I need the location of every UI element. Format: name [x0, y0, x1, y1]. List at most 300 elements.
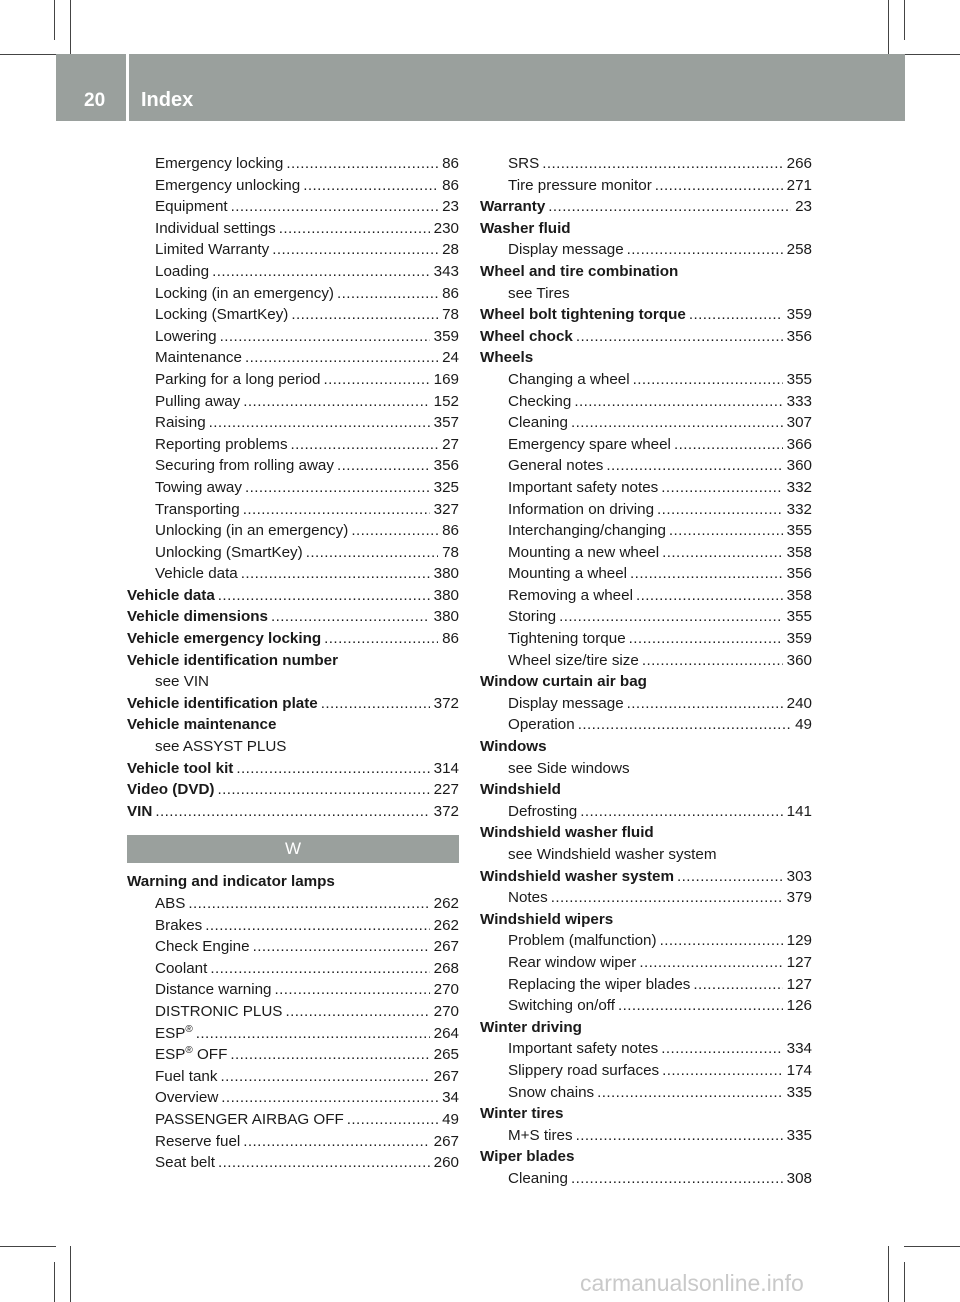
index-entry-page: 78: [442, 306, 459, 324]
index-entry: [480, 887, 812, 909]
dot-leader: [597, 1082, 783, 1104]
index-entry-page: 355: [786, 608, 812, 626]
index-entry-page: 49: [795, 716, 812, 734]
index-entry-label: see Side windows: [508, 759, 630, 777]
index-entry-label: Mounting a wheel: [508, 565, 628, 583]
index-entry: [127, 1109, 459, 1131]
index-entry-label: Vehicle dimensions: [127, 608, 268, 626]
index-entry-label: Warranty: [480, 198, 546, 216]
index-entry-label: Check Engine: [155, 938, 250, 956]
index-entry-page: 49: [442, 1110, 459, 1128]
index-entry-page: 355: [786, 370, 812, 388]
index-entry-page: 268: [433, 959, 459, 977]
index-entry-label: ABS: [155, 895, 186, 912]
index-entry-page: 271: [786, 176, 812, 194]
index-entry: [127, 958, 459, 980]
index-entry-page: 28: [442, 241, 459, 259]
index-entry-label: Equipment: [155, 198, 228, 216]
index-entry-label: Lowering: [155, 327, 217, 345]
dot-leader: [660, 930, 783, 952]
dot-leader: [337, 283, 438, 305]
index-entry-label: Winter tires: [480, 1105, 564, 1123]
index-entry: [480, 153, 812, 175]
index-entry-label-text: ESP: [155, 1024, 186, 1042]
index-entry-page: 356: [786, 327, 812, 345]
index-entry-label: Wheel chock: [480, 327, 573, 345]
index-entry-label: Washer fluid: [480, 219, 571, 237]
index-entry: [127, 175, 459, 197]
index-entry-page: 86: [442, 630, 459, 648]
dot-leader: [286, 153, 438, 175]
index-entry-label: Information on driving: [508, 500, 655, 518]
index-entry-label: VIN: [127, 802, 153, 820]
index-entry-page: 325: [433, 478, 459, 496]
index-entry-page: 227: [433, 781, 459, 799]
index-entry-label: Replacing the wiper blades: [508, 975, 691, 993]
index-entry-label: Tightening torque: [508, 630, 626, 648]
dot-leader: [662, 1060, 783, 1082]
index-entry-label: Wheels: [480, 349, 534, 367]
dot-leader: [351, 520, 438, 542]
index-entry-label: Warning and indicator lamps: [127, 873, 335, 891]
index-entry-label: Important safety notes: [508, 478, 659, 496]
index-entry-page: 267: [433, 938, 459, 956]
dot-leader: [606, 455, 782, 477]
dot-leader: [243, 1131, 429, 1153]
index-entry-label: Vehicle data: [155, 565, 238, 583]
index-list-w: [127, 871, 459, 1173]
index-entry: [127, 779, 459, 801]
index-entry-label: Vehicle emergency locking: [127, 630, 322, 648]
index-entry-label: Brakes: [155, 916, 203, 934]
index-entry-label: Wiper blades: [480, 1148, 575, 1166]
crop-mark: [904, 54, 960, 55]
index-entry-label: Vehicle identification plate: [127, 694, 318, 712]
index-entry: [127, 1023, 459, 1045]
page-number: 20: [84, 90, 106, 111]
index-entry-label: Transporting: [155, 500, 240, 518]
index-entry-page: 360: [786, 651, 812, 669]
index-entry-page: 86: [442, 522, 459, 540]
dot-leader: [291, 434, 439, 456]
dot-leader: [243, 499, 430, 521]
index-entry-label: Limited Warranty: [155, 241, 270, 259]
index-entry: [480, 1060, 812, 1082]
index-entry: [127, 915, 459, 937]
dot-leader: [669, 520, 783, 542]
dot-leader: [674, 434, 783, 456]
index-entry-page: 343: [433, 262, 459, 280]
index-entry-label: Display message: [508, 694, 624, 712]
index-entry: [480, 693, 812, 715]
index-entry: [127, 261, 459, 283]
index-entry-label: Emergency spare wheel: [508, 435, 671, 453]
index-entry: [127, 1131, 459, 1153]
index-entry: [480, 477, 812, 499]
index-entry-page: 23: [795, 198, 812, 216]
dot-leader: [657, 499, 783, 521]
index-entry-label: Reserve fuel: [155, 1132, 241, 1150]
index-entry-label: Seat belt: [155, 1154, 215, 1172]
index-entry-page: 357: [433, 414, 459, 432]
dot-leader: [253, 936, 430, 958]
index-entry: [480, 369, 812, 391]
index-entry-page: 372: [433, 802, 459, 820]
index-entry: [127, 153, 459, 175]
dot-leader: [324, 628, 438, 650]
index-entry-label: Windshield wipers: [480, 910, 614, 928]
dot-leader: [323, 369, 429, 391]
index-entry: [127, 412, 459, 434]
index-entry: [127, 736, 459, 758]
index-entry-page: 265: [433, 1046, 459, 1064]
index-entry-page: 332: [786, 500, 812, 518]
index-entry-page: 126: [786, 997, 812, 1015]
index-entry-label: Notes: [508, 889, 548, 907]
crop-mark: [54, 0, 55, 40]
index-entry-page: 129: [786, 932, 812, 950]
index-entry-page: 141: [786, 802, 812, 820]
index-entry-label: Wheel and tire combination: [480, 262, 679, 280]
dot-leader: [347, 1109, 438, 1131]
index-entry-label: Rear window wiper: [508, 953, 637, 971]
index-entry: [480, 779, 812, 801]
dot-leader: [693, 974, 782, 996]
index-entry: [480, 736, 812, 758]
dot-leader: [618, 995, 783, 1017]
index-entry-page: 308: [786, 1169, 812, 1187]
index-entry: [480, 866, 812, 888]
index-entry-label-suffix: OFF: [192, 1046, 228, 1064]
index-entry-page: 334: [786, 1040, 812, 1058]
dot-leader: [272, 239, 438, 261]
index-entry: [127, 606, 459, 628]
index-entry-label: Vehicle tool kit: [127, 759, 234, 777]
index-entry-label: Vehicle maintenance: [127, 716, 277, 734]
page-title: Index: [141, 89, 194, 111]
index-entry: [480, 283, 812, 305]
index-entry-label-text: ESP: [155, 1046, 186, 1064]
index-entry-label: Important safety notes: [508, 1040, 659, 1058]
index-entry-page: 307: [786, 414, 812, 432]
index-entry: [480, 239, 812, 261]
index-entry: [480, 758, 812, 780]
crop-mark: [70, 1246, 71, 1302]
crop-mark: [0, 54, 56, 55]
index-entry-page: 27: [442, 435, 459, 453]
registered-mark: ®: [185, 1045, 193, 1057]
index-entry: [127, 871, 459, 893]
index-entry-page: 372: [433, 694, 459, 712]
index-entry: [480, 347, 812, 369]
index-entry-label: Unlocking (in an emergency): [155, 522, 349, 540]
index-entry-label: SRS: [508, 155, 540, 172]
index-entry-label: DISTRONIC PLUS: [155, 1002, 283, 1020]
dot-leader: [188, 893, 429, 915]
index-entry-page: 127: [786, 953, 812, 971]
dot-leader: [576, 326, 783, 348]
dot-leader: [217, 779, 429, 801]
index-entry-label: Vehicle identification number: [127, 651, 338, 669]
index-entry: [480, 801, 812, 823]
index-entry-label: Problem (malfunction): [508, 932, 657, 950]
index-entry: [480, 1146, 812, 1168]
crop-mark: [888, 1246, 889, 1302]
index-entry-page: 260: [433, 1154, 459, 1172]
index-entry: [480, 822, 812, 844]
index-entry-label: Operation: [508, 716, 575, 734]
index-entry: [127, 369, 459, 391]
dot-leader: [627, 239, 783, 261]
index-entry: [480, 326, 812, 348]
index-entry-page: 262: [433, 916, 459, 934]
index-entry-page: 303: [786, 867, 812, 885]
index-entry: [127, 542, 459, 564]
index-entry: [480, 261, 812, 283]
index-entry-page: 86: [442, 176, 459, 194]
index-column-left: [127, 153, 459, 1174]
index-entry-page: 24: [442, 349, 459, 367]
index-entry-label: Snow chains: [508, 1083, 595, 1101]
index-entry-page: 240: [786, 694, 812, 712]
index-entry: [480, 671, 812, 693]
dot-leader: [661, 477, 782, 499]
crop-mark: [904, 1262, 905, 1302]
index-column-right: [480, 153, 812, 1190]
index-entry-page: 270: [433, 1002, 459, 1020]
index-entry-page: 360: [786, 457, 812, 475]
index-entry-label: Cleaning: [508, 1169, 568, 1187]
index-entry-page: 355: [786, 522, 812, 540]
index-entry-label: Windshield washer fluid: [480, 824, 654, 842]
index-list-left: [127, 153, 459, 822]
index-entry: [127, 520, 459, 542]
index-entry: [127, 714, 459, 736]
index-entry: [480, 520, 812, 542]
index-entry-label: Locking (in an emergency): [155, 284, 334, 302]
index-entry-label: [155, 1044, 227, 1066]
index-entry-label: Removing a wheel: [508, 586, 633, 604]
index-entry-label: Defrosting: [508, 802, 578, 820]
index-entry-label: Tire pressure monitor: [508, 176, 652, 194]
index-entry: [127, 585, 459, 607]
index-entry-label: Coolant: [155, 959, 208, 977]
index-entry: [127, 1087, 459, 1109]
index-entry: [127, 239, 459, 261]
crop-mark: [0, 1246, 56, 1247]
dot-leader: [689, 304, 783, 326]
index-entry: [127, 1066, 459, 1088]
index-entry: [480, 1017, 812, 1039]
dot-leader: [243, 391, 429, 413]
index-entry-page: 86: [442, 155, 459, 172]
watermark: carmanualsonline.info: [580, 1270, 804, 1296]
crop-mark: [904, 1246, 960, 1247]
index-entry: [480, 585, 812, 607]
dot-leader: [580, 801, 782, 823]
index-entry-label: Vehicle data: [127, 586, 215, 604]
dot-leader: [574, 391, 782, 413]
index-entry: [480, 714, 812, 736]
index-list-right: [480, 153, 812, 1190]
index-entry: [127, 563, 459, 585]
dot-leader: [633, 369, 783, 391]
index-entry-label: Raising: [155, 414, 206, 432]
dot-leader: [661, 1038, 782, 1060]
dot-leader: [245, 347, 438, 369]
index-entry: [127, 893, 459, 915]
index-entry: [127, 650, 459, 672]
index-entry-label: Video (DVD): [127, 781, 215, 799]
index-entry-label: Window curtain air bag: [480, 673, 647, 691]
index-entry-label: Unlocking (SmartKey): [155, 543, 303, 561]
dot-leader: [271, 606, 430, 628]
index-entry-page: 380: [433, 608, 459, 626]
index-entry-label: Winter driving: [480, 1018, 582, 1036]
index-entry-label: Loading: [155, 262, 210, 280]
index-entry-label: General notes: [508, 457, 604, 475]
index-entry-page: 152: [433, 392, 459, 410]
index-entry-label: Reporting problems: [155, 435, 288, 453]
index-entry: [480, 628, 812, 650]
dot-leader: [285, 1001, 429, 1023]
crop-mark: [70, 0, 71, 56]
index-entry-page: 380: [433, 565, 459, 583]
index-entry-page: 335: [786, 1083, 812, 1101]
index-entry: [480, 1082, 812, 1104]
dot-leader: [205, 915, 429, 937]
index-entry-page: 266: [786, 155, 812, 172]
dot-leader: [218, 1152, 430, 1174]
index-entry-label: Towing away: [155, 478, 242, 496]
index-entry-label: see Tires: [508, 284, 570, 302]
index-entry: [480, 974, 812, 996]
dot-leader: [627, 693, 783, 715]
index-entry-page: 379: [786, 889, 812, 907]
index-entry-label: Fuel tank: [155, 1067, 218, 1085]
index-entry-page: 359: [786, 306, 812, 324]
dot-leader: [542, 153, 782, 175]
dot-leader: [306, 542, 438, 564]
index-entry: [480, 844, 812, 866]
index-entry: [480, 995, 812, 1017]
index-entry-label: Locking (SmartKey): [155, 306, 289, 324]
index-entry: [127, 628, 459, 650]
index-entry: [127, 1001, 459, 1023]
dot-leader: [230, 1044, 429, 1066]
index-entry: [480, 563, 812, 585]
index-entry-label: see ASSYST PLUS: [155, 738, 287, 756]
dot-leader: [337, 455, 430, 477]
dot-leader: [548, 196, 791, 218]
index-entry-label: Display message: [508, 241, 624, 259]
index-entry-page: 78: [442, 543, 459, 561]
index-entry-page: 169: [433, 370, 459, 388]
dot-leader: [559, 606, 783, 628]
index-entry: [127, 434, 459, 456]
dot-leader: [212, 261, 430, 283]
index-entry-page: 356: [786, 565, 812, 583]
dot-leader: [245, 477, 430, 499]
index-entry: [480, 542, 812, 564]
index-entry-page: 230: [433, 219, 459, 237]
index-entry: [127, 979, 459, 1001]
index-entry-page: 86: [442, 284, 459, 302]
dot-leader: [196, 1023, 430, 1045]
dot-leader: [231, 196, 438, 218]
index-entry: [480, 196, 812, 218]
dot-leader: [221, 1087, 438, 1109]
index-entry-label: see VIN: [155, 673, 210, 691]
index-entry: [127, 455, 459, 477]
index-entry-label: Windshield: [480, 781, 561, 799]
index-entry: [480, 175, 812, 197]
index-entry-label: Switching on/off: [508, 997, 615, 1015]
index-entry: [480, 412, 812, 434]
index-entry-page: 262: [433, 895, 459, 912]
dot-leader: [209, 412, 430, 434]
dot-leader: [576, 1125, 783, 1147]
index-entry: [480, 650, 812, 672]
dot-leader: [655, 175, 783, 197]
index-entry-page: 267: [433, 1132, 459, 1150]
index-entry: [127, 326, 459, 348]
index-entry: [480, 1103, 812, 1125]
index-entry: [480, 455, 812, 477]
registered-mark: ®: [185, 1023, 193, 1035]
index-entry: [127, 1152, 459, 1174]
index-entry-label: Wheel bolt tightening torque: [480, 306, 686, 324]
index-entry: [480, 1038, 812, 1060]
index-entry-label: Mounting a new wheel: [508, 543, 660, 561]
index-entry: [480, 1168, 812, 1190]
index-entry-label: Distance warning: [155, 981, 272, 999]
index-entry-label: Maintenance: [155, 349, 242, 367]
index-entry-label: Windshield washer system: [480, 867, 674, 885]
dot-leader: [571, 1168, 783, 1190]
index-entry-page: 258: [786, 241, 812, 259]
index-entry-page: 359: [433, 327, 459, 345]
crop-mark: [888, 0, 889, 56]
index-entry: [480, 218, 812, 240]
index-entry-page: 380: [433, 586, 459, 604]
dot-leader: [662, 542, 783, 564]
index-entry-label: Checking: [508, 392, 572, 410]
index-entry-page: 127: [786, 975, 812, 993]
dot-leader: [218, 585, 430, 607]
dot-leader: [210, 958, 429, 980]
index-entry-label: Interchanging/changing: [508, 522, 666, 540]
dot-leader: [220, 1066, 429, 1088]
index-entry-page: 366: [786, 435, 812, 453]
index-entry-label: PASSENGER AIRBAG OFF: [155, 1110, 344, 1128]
index-entry-page: 267: [433, 1067, 459, 1085]
dot-leader: [639, 952, 782, 974]
header-divider: [126, 54, 129, 121]
index-entry-label: Overview: [155, 1089, 219, 1107]
index-entry: [127, 304, 459, 326]
dot-leader: [642, 650, 783, 672]
index-entry-page: 174: [786, 1061, 812, 1079]
index-entry-page: 270: [433, 981, 459, 999]
index-entry: [480, 499, 812, 521]
dot-leader: [279, 218, 430, 240]
index-entry: [127, 283, 459, 305]
index-entry-page: 23: [442, 198, 459, 216]
index-entry-page: 358: [786, 586, 812, 604]
crop-mark: [54, 1262, 55, 1302]
index-entry: [480, 930, 812, 952]
